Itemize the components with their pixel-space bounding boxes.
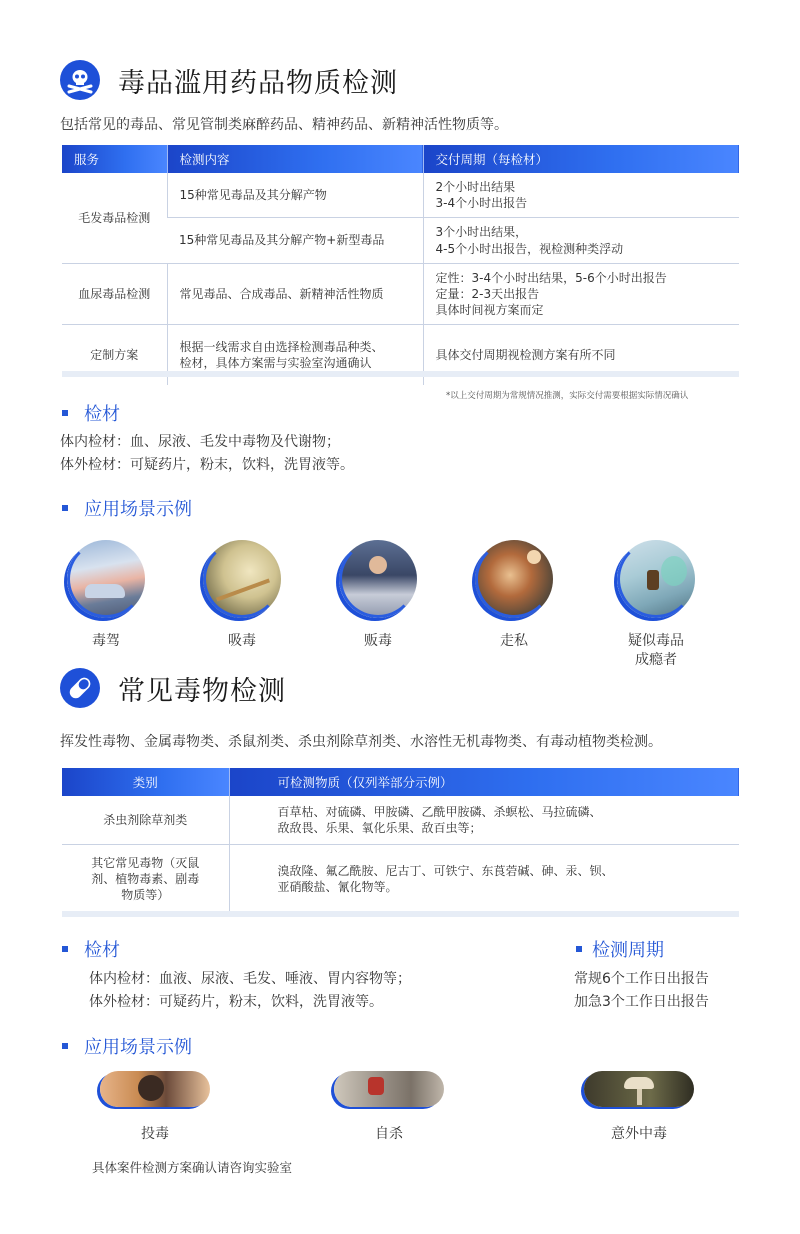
header-substances: 可检测物质（仅列举部分示例） <box>229 768 739 796</box>
scene-smuggling: 走私 <box>464 540 564 651</box>
section2-period-text: 常规6个工作日出报告 加急3个工作日出报告 <box>574 971 709 1010</box>
table-row <box>62 263 739 325</box>
header-content: 检测内容 <box>167 145 423 173</box>
scene-drug-driving: 毒驾 <box>56 540 156 651</box>
table-footband <box>62 911 739 917</box>
table-header-row <box>62 768 739 796</box>
service-blood: 血尿毒品检测 <box>62 263 167 325</box>
section2-scene-head: 应用场景示例 <box>62 1033 192 1059</box>
service-custom: 定制方案 <box>90 347 139 362</box>
category-cell: 其它常见毒物（灭鼠 剂、植物毒素、剧毒 物质等） <box>91 855 200 903</box>
suspected-addict-image <box>617 540 695 618</box>
suicide-image <box>334 1071 444 1107</box>
section1-material-head: 检材 <box>62 400 120 426</box>
trafficking-image <box>339 540 417 618</box>
poison-table <box>62 768 739 914</box>
table-header-row <box>62 145 739 173</box>
smuggling-image <box>475 540 553 618</box>
period-cell: 定性：3-4个小时出结果，5-6个小时出报告 定量：2-3天出报告 具体时间视方案而定 <box>423 263 739 325</box>
content-cell: 15种常见毒品及其分解产物+新型毒品 <box>167 218 423 263</box>
scene-accidental-poisoning: 意外中毒 <box>574 1071 704 1143</box>
header-service: 服务 <box>62 145 167 173</box>
period-cell: 2个小时出结果 3-4个小时出报告 <box>423 173 739 218</box>
category-cell: 杀虫剂除草剂类 <box>62 796 229 844</box>
drug-service-table <box>62 145 739 385</box>
substances-cell: 溴敌隆、氟乙酰胺、尼古丁、可铁宁、东莨菪碱、砷、汞、钡、 亚硝酸盐、氰化物等。 <box>229 844 739 914</box>
period-cell: 具体交付周期视检测方案有所不同 <box>423 325 739 385</box>
scene-trafficking: 贩毒 <box>328 540 428 651</box>
footer-note: 具体案件检测方案确认请咨询实验室 <box>92 1160 293 1175</box>
drug-use-image <box>203 540 281 618</box>
table-row <box>62 844 739 914</box>
service-hair: 毛发毒品检测 <box>62 173 167 263</box>
table-row <box>62 173 739 218</box>
scene-poisoning: 投毒 <box>90 1071 220 1143</box>
section1-title: 毒品滥用药品物质检测 <box>118 67 398 99</box>
section2-title: 常见毒物检测 <box>118 675 286 707</box>
content-cell: 常见毒品、合成毒品、新精神活性物质 <box>167 263 423 325</box>
skull-icon <box>60 60 100 100</box>
section2-material-text: 体内检材：血液、尿液、毛发、唾液、胃内容物等； 体外检材：可疑药片，粉末，饮料，洗胃液等。 <box>89 971 411 1010</box>
content-cell: 15种常见毒品及其分解产物 <box>167 173 423 218</box>
section2-intro: 挥发性毒物、金属毒物类、杀鼠剂类、杀虫剂除草剂类、水溶性无机毒物类、有毒动植物类检测。 <box>60 734 662 750</box>
section1-intro: 包括常见的毒品、常见管制类麻醉药品、精神药品、新精神活性物质等。 <box>60 117 508 133</box>
section1-material-text: 体内检材：血、尿液、毛发中毒物及代谢物； 体外检材：可疑药片，粉末，饮料，洗胃液等。 <box>60 434 354 473</box>
period-note: *以上交付周期为常规情况推测，实际交付需要根据实际情况确认 <box>446 391 689 401</box>
section1-scene-head: 应用场景示例 <box>62 495 192 521</box>
table-footband <box>62 371 739 377</box>
content-cell: 根据一线需求自由选择检测毒品种类、 检材，具体方案需与实验室沟通确认 <box>167 325 423 385</box>
scene-drug-use: 吸毒 <box>192 540 292 651</box>
scene-suspected-addict: 疑似毒品 成瘾者 <box>606 540 706 670</box>
poisoning-image <box>100 1071 210 1107</box>
substances-cell: 百草枯、对硫磷、甲胺磷、乙酰甲胺磷、杀螟松、马拉硫磷、 敌敌畏、乐果、氧化乐果、敌百虫等； <box>229 796 739 844</box>
section2-material-head: 检材 <box>62 936 120 962</box>
pill-capsule-icon <box>60 668 100 708</box>
section2-header <box>60 668 286 708</box>
table-row <box>62 796 739 844</box>
section1-header <box>60 60 398 100</box>
drug-driving-image <box>67 540 145 618</box>
header-period: 交付周期（每检材） <box>423 145 739 173</box>
header-category: 类别 <box>62 768 229 796</box>
section2-period-head: 检测周期 <box>576 936 664 962</box>
scene-suicide: 自杀 <box>324 1071 454 1143</box>
period-cell: 3个小时出结果， 4-5个小时出报告，视检测种类浮动 <box>423 218 739 263</box>
mushroom-image <box>584 1071 694 1107</box>
